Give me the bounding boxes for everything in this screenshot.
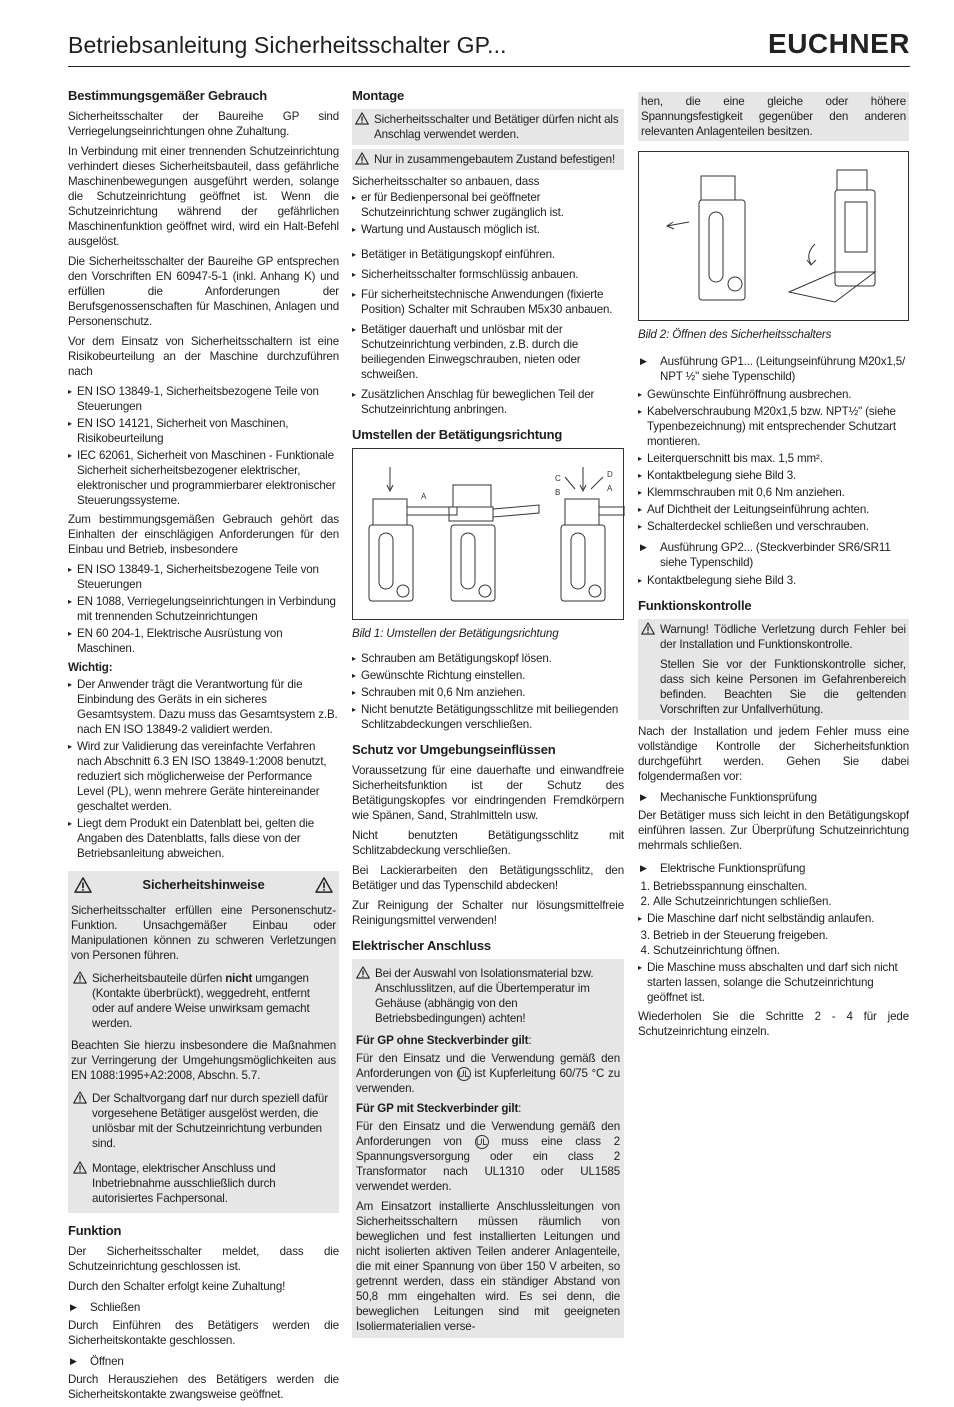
section-heading-schutz: Schutz vor Umgebungseinflüssen <box>352 742 556 757</box>
paragraph: Die Sicherheitsschalter der Baureihe GP entsprechen den Vorschriften EN 60947-5-1 (inkl. Anhang K) und erfüllen die Anforderungen der Berufsgenossenschaften für Maschinen, Anlagen und Personenschutz. <box>68 255 339 328</box>
warning-icon <box>73 1091 87 1104</box>
ul-mark-icon: UL <box>475 1136 488 1147</box>
list-item: ▸ Wartung und Austausch möglich ist. <box>352 222 624 237</box>
section-heading-bestimmung: Bestimmungsgemäßer Gebrauch <box>68 88 268 103</box>
paragraph: Für den Einsatz und die Verwendung gemäß den Anforderungen von UL ist Kupferleitung 60/75 °C zu verwenden. <box>356 1052 620 1095</box>
reorientation-steps-list <box>352 651 624 732</box>
warning-note: Bei der Auswahl von Isolationsmaterial bzw. Anschlusslitzen, auf die Übertemperatur im Gehäuse (abhängig von den Betriebsbedingungen) achten! <box>356 963 620 1029</box>
electrical-info-box-continued <box>638 92 909 141</box>
list-item: 3. Betrieb in der Steuerung freigeben. <box>653 928 909 943</box>
important-list <box>68 677 339 861</box>
paragraph: Bei Lackierarbeiten den Betätigungsschlitz, den Betätiger und das Typenschild abdecken! <box>352 864 624 892</box>
label-b: B <box>555 488 561 497</box>
list-item: ▸ IEC 62061, Sicherheit von Maschinen - Funktionale Sicherheit sicherheitsbezogener elektrischer, elektronischer und programmierbarer elektronischer Steuerungssysteme. <box>68 448 339 508</box>
electrical-info-box <box>352 959 624 1338</box>
paragraph: Durch Einführen des Betätigers werden die Sicherheitskontakte geschlossen. <box>68 1319 339 1347</box>
list-item: ▸ Schrauben am Betätigungskopf lösen. <box>352 651 624 666</box>
warning-note: Sicherheitsbauteile dürfen nicht umgangen (Kontakte überbrückt), weggedreht, entfernt oder auf andere Weise unwirksam gemacht werden. <box>70 968 337 1034</box>
warning-icon <box>355 112 369 125</box>
paragraph: Der Betätiger muss sich leicht in den Betätigungskopf einführen lassen. Zur Überprüfung Schutzeinrichtung mehrmals schließen. <box>638 809 909 852</box>
list-item: ▸ Gewünschte Richtung einstellen. <box>352 668 624 683</box>
ul-mark-icon: UL <box>457 1068 470 1079</box>
paragraph: Sicherheitsschalter so anbauen, dass <box>352 175 540 188</box>
section-heading-montage: Montage <box>352 88 405 103</box>
safety-notes-heading: Sicherheitshinweise <box>70 877 337 895</box>
warning-icon <box>73 971 87 984</box>
action-step: ▶ Elektrische Funktionsprüfung <box>638 861 909 876</box>
list-item: ▸ Schrauben mit 0,6 Nm anziehen. <box>352 685 624 700</box>
paragraph: Voraussetzung für eine dauerhafte und einwandfreie Sicherheitsfunktion ist der Schutz des Betätigungskopfes vor eindringenden Fremdkörpern wie Spänen, Sand, Strahlmitteln usw. <box>352 764 624 822</box>
label-a: A <box>421 492 427 501</box>
warning-note: Warnung! Tödliche Verletzung durch Fehler bei der Installation und Funktionskontrolle. Stellen Sie vor der Funktionskontrolle sicher, dass sich keine Personen im Gefahrenbereich befinden. Beachten Sie die geltenden Vorschriften zur Unfallverhütung. <box>638 619 909 720</box>
gp2-steps-list <box>638 573 909 588</box>
switch-diagram <box>353 449 625 619</box>
switch-opening-diagram <box>639 152 910 320</box>
list-item: ▸ Die Maschine darf nicht selbständig anlaufen. <box>638 911 909 926</box>
list-item: ▸ Die Maschine muss abschalten und darf sich nicht starten lassen, solange die Schutzeinrichtung geöffnet ist. <box>638 960 909 1005</box>
warning-icon <box>356 966 370 979</box>
list-item: ▸ Kontaktbelegung siehe Bild 3. <box>638 468 909 483</box>
paragraph: Sicherheitsschalter der Baureihe GP sind Verriegelungseinrichtungen ohne Zuhaltung. <box>68 110 339 138</box>
paragraph: hen, die eine gleiche oder höhere Spannungsfestigkeit gegenüber den anderen relevanten Anlagenteilen besitzen. <box>641 95 906 138</box>
list-item: ▸ Leiterquerschnitt bis max. 1,5 mm². <box>638 451 909 466</box>
list-item: 4. Schutzeinrichtung öffnen. <box>653 943 909 958</box>
list-item: 2. Alle Schutzeinrichtungen schließen. <box>653 894 909 909</box>
mounting-steps-list <box>352 247 624 417</box>
action-step: ▶ Ausführung GP2... (Steckverbinder SR6/SR11 siehe Typenschild) <box>638 540 909 570</box>
requirements-list <box>68 562 339 656</box>
list-item: ▸ Wird zur Validierung das vereinfachte Verfahren nach Abschnitt 6.3 EN ISO 13849-1:2008 benutzt, reduziert sich möglicherweise der Performance Level (PL), wenn mehrere Geräte hintereinander geschaltet werden. <box>68 739 339 814</box>
warning-note: Montage, elektrischer Anschluss und Inbetriebnahme ausschließlich durch autorisiertes Fachpersonal. <box>70 1158 337 1209</box>
paragraph: Vor dem Einsatz von Sicherheitsschaltern ist eine Risikobeurteilung an der Maschine durchzuführen nach <box>68 335 339 378</box>
test-note-list <box>638 960 909 1005</box>
paragraph: In Verbindung mit einer trennenden Schutzeinrichtung verhindert dieses Sicherheitsbauteil, dass gefährliche Maschinenbewegungen ausgeführt werden, solange die Schutzeinrichtung geöffnet ist. Wenn die Schutzeinrichtung während der gefährlichen Maschinenfunktion geöffnet wird, wird ein Halt-Befehl ausgelöst. <box>68 145 339 248</box>
page-title: Betriebsanleitung Sicherheitsschalter GP... <box>68 32 507 58</box>
list-item: ▸ EN ISO 13849-1, Sicherheitsbezogene Teile von Steuerungen <box>68 562 339 592</box>
paragraph: Beachten Sie hierzu insbesondere die Maßnahmen zur Verringerung der Umgehungsmöglichkeiten aus EN 1088:1995+A2:2008, Abschn. 5.7. <box>71 1039 336 1082</box>
list-item: ▸ Liegt dem Produkt ein Datenblatt bei, gelten die Angaben des Datenblatts, falls diese von der Betriebsanleitung abweichen. <box>68 816 339 861</box>
important-label: Wichtig: <box>68 661 113 674</box>
subheading: Für GP mit Steckverbinder gilt: <box>356 1102 522 1115</box>
paragraph: Sicherheitsschalter erfüllen eine Personenschutz-Funktion. Unsachgemäßer Einbau oder Manipulationen können zu schweren Verletzungen von Personen führen. <box>71 904 336 962</box>
list-item: ▸ Zusätzlichen Anschlag für beweglichen Teil der Schutzeinrichtung anbringen. <box>352 387 624 417</box>
safety-notes-box <box>68 871 339 1213</box>
section-heading-elektrisch: Elektrischer Anschluss <box>352 938 491 953</box>
test-steps-list <box>638 928 909 958</box>
warning-icon <box>641 622 655 635</box>
column-middle <box>352 88 624 1338</box>
list-item: ▸ Sicherheitsschalter formschlüssig anbauen. <box>352 267 624 282</box>
figure-1-actuation-direction <box>352 448 624 620</box>
action-step: ▶ Ausführung GP1... (Leitungseinführung M20x1,5/ NPT ½" siehe Typenschild) <box>638 354 909 384</box>
action-step: ▶ Mechanische Funktionsprüfung <box>638 790 909 805</box>
subheading: Für GP ohne Steckverbinder gilt: <box>356 1034 532 1047</box>
paragraph: Wiederholen Sie die Schritte 2 - 4 für jede Schutzeinrichtung einzeln. <box>638 1010 909 1038</box>
paragraph: Nach der Installation und jedem Fehler muss eine vollständige Kontrolle der Sicherheitsfunktion durchgeführt werden. Gehen Sie dabei folgendermaßen vor: <box>638 725 909 783</box>
paragraph: Der Sicherheitsschalter meldet, dass die Schutzeinrichtung geschlossen ist. <box>68 1245 339 1273</box>
figure-caption: Bild 1: Umstellen der Betätigungsrichtung <box>352 627 559 640</box>
list-item: ▸ Kabelverschraubung M20x1,5 bzw. NPT½" (siehe Typenbezeichnung) mit entsprechender Schutzart montieren. <box>638 404 909 449</box>
brand-logo: EUCHNER <box>768 28 910 59</box>
paragraph: Zur Reinigung der Schalter nur lösungsmittelfreie Reinigungsmittel verwenden! <box>352 899 624 927</box>
mounting-conditions-list <box>352 190 624 237</box>
paragraph: Zum bestimmungsgemäßen Gebrauch gehört das Einhalten der einschlägigen Anforderungen für den Einbau und Betrieb, insbesondere <box>68 513 339 556</box>
warning-note: Sicherheitsschalter und Betätiger dürfen nicht als Anschlag verwendet werden. <box>352 109 624 145</box>
list-item: ▸ EN 60 204-1, Elektrische Ausrüstung von Maschinen. <box>68 626 339 656</box>
section-heading-umstellen: Umstellen der Betätigungsrichtung <box>352 427 563 442</box>
standards-list <box>68 384 339 508</box>
list-item: ▸ EN ISO 13849-1, Sicherheitsbezogene Teile von Steuerungen <box>68 384 339 414</box>
paragraph: Nicht benutzten Betätigungsschlitz mit Schlitzabdeckung verschließen. <box>352 829 624 857</box>
column-right <box>638 92 909 1044</box>
warning-icon <box>73 1161 87 1174</box>
warning-icon <box>315 877 333 893</box>
warning-icon <box>74 877 92 893</box>
label-d: D <box>607 470 613 479</box>
section-heading-funktion: Funktion <box>68 1223 122 1238</box>
list-item: ▸ er für Bedienpersonal bei geöffneter Schutzeinrichtung schwer zugänglich ist. <box>352 190 624 220</box>
warning-note: Nur in zusammengebautem Zustand befestigen! <box>352 149 624 170</box>
list-item: ▸ Auf Dichtheit der Leitungseinführung achten. <box>638 502 909 517</box>
list-item: ▸ Schalterdeckel schließen und verschrauben. <box>638 519 909 534</box>
list-item: ▸ Betätiger dauerhaft und unlösbar mit der Schutzeinrichtung verbinden, z.B. durch die beiliegenden Einwegschrauben, nieten oder schweißen. <box>352 322 624 382</box>
label-a: A <box>607 484 613 493</box>
list-item: ▸ EN 1088, Verriegelungseinrichtungen in Verbindung mit trennenden Schutzeinrichtungen <box>68 594 339 624</box>
list-item: ▸ Nicht benutzte Betätigungsschlitze mit beiliegenden Schlitzabdeckungen verschließen. <box>352 702 624 732</box>
warning-icon <box>355 152 369 165</box>
list-item: ▸ Betätiger in Betätigungskopf einführen. <box>352 247 624 262</box>
column-left <box>68 88 339 1407</box>
list-item: 1. Betriebsspannung einschalten. <box>653 879 909 894</box>
paragraph: Für den Einsatz und die Verwendung gemäß den Anforderungen von UL muss eine class 2 Spannungsversorgung oder ein class 2 Transformator nach UL1310 oder UL1585 verwendet werden. <box>356 1120 620 1193</box>
paragraph: Am Einsatzort installierte Anschlussleitungen von Sicherheitsschaltern müssen räumlich von beweglichen und fest installierten Leitungen und nicht isolierten aktiven Teilen anderer Anlagenteile, die mit einer Spannung von über 150 V arbeiten, so getrennt werden, dass ein ständiger Abstand von 50,8 mm eingehalten wird. Es sei denn, die beweglichen Leitungen sind mit geeigneten Isoliermaterialien verse- <box>356 1200 620 1333</box>
test-steps-list <box>638 879 909 909</box>
list-item: ▸ Kontaktbelegung siehe Bild 3. <box>638 573 909 588</box>
action-step: ▶ Öffnen <box>68 1354 339 1369</box>
list-item: ▸ Gewünschte Einführöffnung ausbrechen. <box>638 387 909 402</box>
figure-caption: Bild 2: Öffnen des Sicherheitsschalters <box>638 328 832 341</box>
paragraph: Durch Herausziehen des Betätigers werden die Sicherheitskontakte zwangsweise geöffnet. <box>68 1373 339 1401</box>
page-header <box>68 28 910 67</box>
list-item: ▸ EN ISO 14121, Sicherheit von Maschinen, Risikobeurteilung <box>68 416 339 446</box>
list-item: ▸ Der Anwender trägt die Verantwortung für die Einbindung des Geräts in ein sicheres Gesamtsystem. Dazu muss das Gesamtsystem z.B. nach EN ISO 13849-2 validiert werden. <box>68 677 339 737</box>
gp1-steps-list <box>638 387 909 534</box>
list-item: ▸ Für sicherheitstechnische Anwendungen (fixierte Position) Schalter mit Schrauben M5x30 anbauen. <box>352 287 624 317</box>
section-heading-funktionskontrolle: Funktionskontrolle <box>638 598 752 613</box>
list-item: ▸ Klemmschrauben mit 0,6 Nm anziehen. <box>638 485 909 500</box>
paragraph: Durch den Schalter erfolgt keine Zuhaltung! <box>68 1280 286 1293</box>
action-step: ▶ Schließen <box>68 1300 339 1315</box>
label-c: C <box>555 474 561 483</box>
warning-note: Der Schaltvorgang darf nur durch speziell dafür vorgesehene Betätiger ausgelöst werden, die unlösbar mit der Schutzeinrichtung verbunden sind. <box>70 1088 337 1154</box>
figure-2-opening-switch <box>638 151 909 321</box>
test-note-list <box>638 911 909 926</box>
